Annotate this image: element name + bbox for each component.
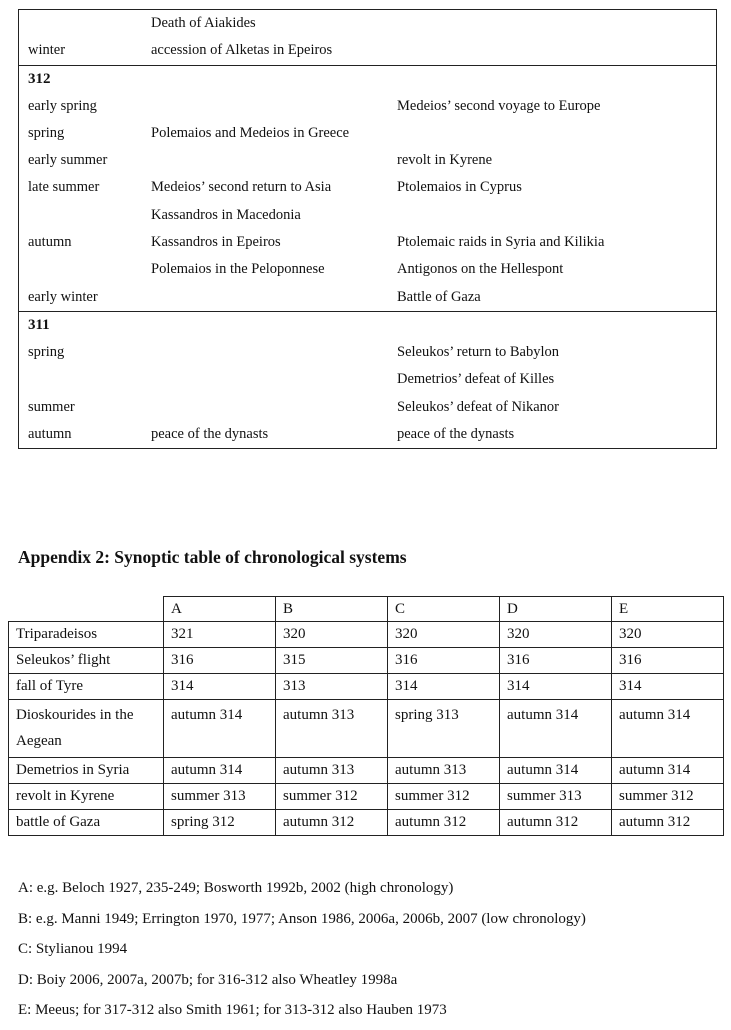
right-event-cell: peace of the dynasts: [397, 425, 515, 442]
chronology-row: [19, 256, 716, 283]
right-event-cell: Ptolemaios in Cyprus: [397, 179, 522, 196]
season-cell: autumn: [28, 425, 72, 442]
footnote: B: e.g. Manni 1949; Errington 1970, 1977; Anson 1986, 2006a, 2006b, 2007 (low chronology): [18, 910, 586, 927]
footnote: E: Meeus; for 317-312 also Smith 1961; for 313-312 also Hauben 1973: [18, 1002, 447, 1018]
event-cell: revolt in Kyrene: [9, 784, 164, 810]
value-cell: autumn 312: [612, 810, 724, 836]
middle-event-cell: Death of Aiakides: [151, 15, 256, 31]
middle-event-cell: accession of Alketas in Epeiros: [151, 42, 333, 59]
right-event-cell: Antigonos on the Hellespont: [397, 261, 564, 278]
chronology-row: [19, 366, 716, 393]
chronology-row: [19, 174, 716, 201]
value-cell: autumn 314: [500, 758, 612, 784]
event-cell: fall of Tyre: [9, 674, 164, 700]
middle-event-cell: Medeios’ second return to Asia: [151, 179, 332, 196]
season-cell: early winter: [28, 288, 98, 305]
value-cell: 316: [388, 648, 500, 674]
season-cell: early spring: [28, 97, 97, 114]
value-cell: 320: [612, 622, 724, 648]
value-cell: spring 313: [388, 700, 500, 758]
table-row: [9, 648, 724, 674]
value-cell: summer 313: [164, 784, 276, 810]
right-event-cell: Demetrios’ defeat of Killes: [397, 371, 555, 388]
right-event-cell: Seleukos’ return to Babylon: [397, 343, 560, 360]
table-row: [9, 758, 724, 784]
middle-event-cell: Polemaios and Medeios in Greece: [151, 124, 350, 141]
value-cell: 315: [276, 648, 388, 674]
value-cell: 314: [612, 674, 724, 700]
value-cell: autumn 314: [612, 758, 724, 784]
season-cell: spring: [28, 124, 65, 141]
event-cell: Seleukos’ flight: [9, 648, 164, 674]
value-cell: 314: [164, 674, 276, 700]
chronology-row: [19, 394, 716, 421]
chronology-block-pre: [19, 10, 716, 65]
value-cell: autumn 314: [612, 700, 724, 758]
chronology-row: [19, 339, 716, 366]
value-cell: autumn 312: [276, 810, 388, 836]
event-cell: Demetrios in Syria: [9, 758, 164, 784]
footnote: C: Stylianou 1994: [18, 941, 128, 957]
value-cell: 314: [388, 674, 500, 700]
right-event-cell: Ptolemaic raids in Syria and Kilikia: [397, 234, 605, 251]
chronology-row: [19, 229, 716, 256]
column-header: C: [388, 597, 500, 622]
season-cell: winter: [28, 42, 66, 59]
column-header: B: [276, 597, 388, 622]
value-cell: autumn 313: [388, 758, 500, 784]
year-heading: 311: [28, 316, 50, 333]
right-event-cell: revolt in Kyrene: [397, 152, 493, 169]
year-heading: 312: [28, 70, 51, 87]
season-cell: late summer: [28, 179, 100, 196]
table-row: [9, 784, 724, 810]
season-cell: summer: [28, 398, 75, 415]
value-cell: autumn 312: [500, 810, 612, 836]
event-cell: Triparadeisos: [9, 622, 164, 648]
value-cell: spring 312: [164, 810, 276, 836]
chronology-row: [19, 37, 716, 64]
value-cell: 316: [500, 648, 612, 674]
value-cell: autumn 314: [500, 700, 612, 758]
table-row: [9, 674, 724, 700]
middle-event-cell: peace of the dynasts: [151, 425, 269, 442]
footnote: A: e.g. Beloch 1927, 235-249; Bosworth 1992b, 2002 (high chronology): [18, 880, 454, 896]
value-cell: 314: [500, 674, 612, 700]
appendix-title: Appendix 2: Synoptic table of chronological systems: [18, 547, 407, 567]
table-row: [9, 622, 724, 648]
value-cell: autumn 313: [276, 700, 388, 758]
synoptic-table: [8, 596, 724, 836]
column-header: A: [164, 597, 276, 622]
value-cell: autumn 314: [164, 700, 276, 758]
value-cell: summer 312: [276, 784, 388, 810]
middle-event-cell: Polemaios in the Peloponnese: [151, 261, 325, 278]
value-cell: 320: [500, 622, 612, 648]
value-cell: 313: [276, 674, 388, 700]
value-cell: 321: [164, 622, 276, 648]
value-cell: 320: [276, 622, 388, 648]
season-cell: autumn: [28, 234, 72, 251]
table-row: [9, 700, 724, 758]
chronology-row: [19, 120, 716, 147]
right-event-cell: Battle of Gaza: [397, 288, 481, 305]
chronology-row: [19, 147, 716, 174]
value-cell: summer 312: [612, 784, 724, 810]
chronology-row: [19, 10, 716, 37]
chronology-row: [19, 93, 716, 120]
chronology-block-311: [19, 311, 716, 448]
value-cell: 316: [612, 648, 724, 674]
footnote: D: Boiy 2006, 2007a, 2007b; for 316-312 also Wheatley 1998a: [18, 971, 398, 988]
empty-header-cell: [9, 597, 164, 622]
table-header-row: [9, 597, 724, 622]
footnotes: [18, 877, 586, 1030]
season-cell: early summer: [28, 152, 108, 169]
value-cell: autumn 314: [164, 758, 276, 784]
season-cell: spring: [28, 343, 65, 360]
value-cell: autumn 313: [276, 758, 388, 784]
event-cell: battle of Gaza: [9, 810, 164, 836]
value-cell: 320: [388, 622, 500, 648]
event-cell: Dioskourides in the Aegean: [9, 700, 164, 758]
middle-event-cell: Kassandros in Epeiros: [151, 234, 281, 251]
chronology-row: [19, 202, 716, 229]
table-row: [9, 810, 724, 836]
chronology-row: [19, 284, 716, 311]
column-header: E: [612, 597, 724, 622]
column-header: D: [500, 597, 612, 622]
value-cell: summer 312: [388, 784, 500, 810]
chronology-row: [19, 421, 716, 448]
value-cell: autumn 312: [388, 810, 500, 836]
value-cell: 316: [164, 648, 276, 674]
middle-event-cell: Kassandros in Macedonia: [151, 206, 301, 223]
chronology-block-312: [19, 65, 716, 311]
right-event-cell: Seleukos’ defeat of Nikanor: [397, 398, 559, 415]
chronology-table: [18, 9, 717, 449]
right-event-cell: Medeios’ second voyage to Europe: [397, 97, 601, 114]
value-cell: summer 313: [500, 784, 612, 810]
